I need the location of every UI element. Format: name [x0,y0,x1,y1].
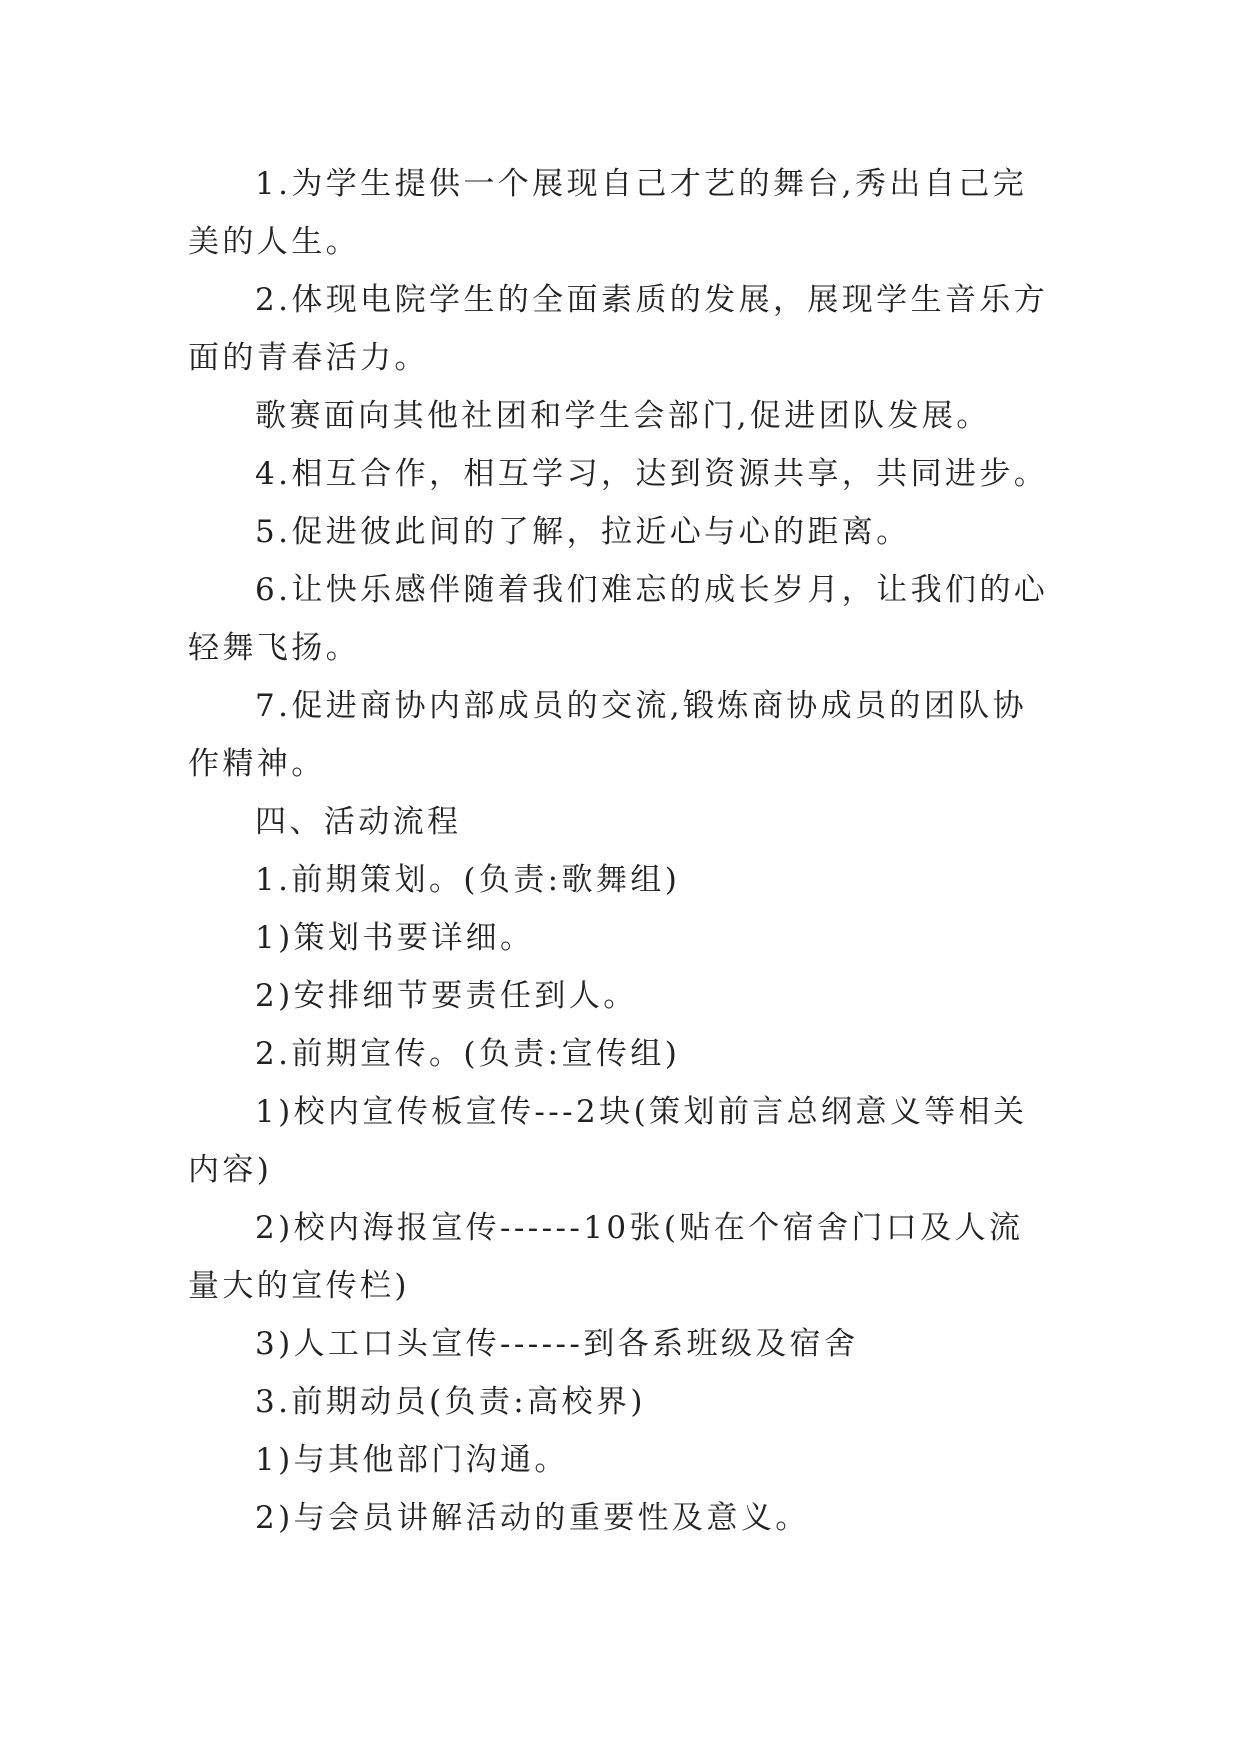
section-heading: 四、活动流程 [255,804,462,840]
paragraph-goal-5: 5.促进彼此间的了解，拉近心与心的距离。 [255,514,911,550]
document-body [188,155,1056,1547]
step-planning-item-2: 2)安排细节要责任到人。 [255,978,638,1014]
step-promotion: 2.前期宣传。(负责:宣传组) [255,1036,681,1072]
step-mobilization-item-2: 2)与会员讲解活动的重要性及意义。 [255,1500,810,1536]
paragraph-goal-4: 4.相互合作，相互学习，达到资源共享，共同进步。 [255,456,1049,492]
step-promotion-item-3: 3)人工口头宣传------到各系班级及宿舍 [255,1326,859,1362]
paragraph-goal-6: 6.让快乐感伴随着我们难忘的成长岁月，让我们的心轻舞飞扬。 [188,572,1049,666]
step-mobilization: 3.前期动员(负责:高校界) [255,1384,646,1420]
step-promotion-item-1: 1)校内宣传板宣传---2块(策划前言总纲意义等相关内容) [188,1094,1028,1188]
step-planning-item-1: 1)策划书要详细。 [255,920,535,956]
paragraph-goal-1: 1.为学生提供一个展现自己才艺的舞台,秀出自己完美的人生。 [188,166,1028,260]
step-planning: 1.前期策划。(负责:歌舞组) [255,862,681,898]
paragraph-goal-3: 歌赛面向其他社团和学生会部门,促进团队发展。 [255,398,991,434]
paragraph-goal-2: 2.体现电院学生的全面素质的发展，展现学生音乐方面的青春活力。 [188,282,1049,376]
step-promotion-item-2: 2)校内海报宣传------10张(贴在个宿舍门口及人流量大的宣传栏) [188,1210,1024,1304]
step-mobilization-item-1: 1)与其他部门沟通。 [255,1442,569,1478]
paragraph-goal-7: 7.促进商协内部成员的交流,锻炼商协成员的团队协作精神。 [188,688,1028,782]
